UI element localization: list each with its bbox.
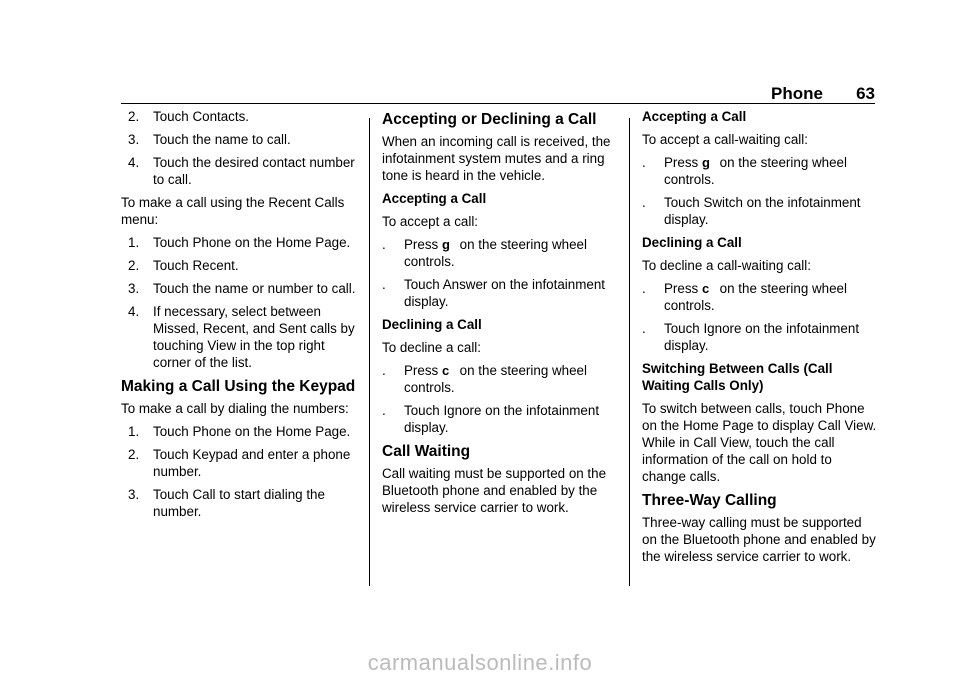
column-3 (642, 108, 878, 571)
step-number: 3. (128, 487, 140, 502)
step-text: Touch Keypad and enter a phone number. (153, 447, 351, 479)
page-number: 63 (856, 84, 875, 103)
step-number: 4. (128, 304, 140, 319)
paragraph: To decline a call-waiting call: (642, 258, 811, 273)
subheading-switching: Switching Between Calls (Call Waiting Calls Only) (642, 361, 833, 393)
list-item (121, 257, 357, 274)
list-item (382, 402, 618, 436)
list-item (121, 108, 357, 125)
paragraph: Call waiting must be supported on the Bluetooth phone and enabled by the wireless service carrier to work. (382, 466, 607, 515)
text: Press (404, 237, 442, 252)
bullet: . (382, 237, 386, 252)
bullet: . (642, 321, 646, 336)
text: on the steering wheel controls. (664, 155, 847, 187)
list-item (121, 131, 357, 148)
step-number: 2. (128, 109, 140, 124)
heading-call-waiting: Call Waiting (382, 443, 471, 460)
text: Touch Ignore on the infotainment display. (664, 321, 860, 353)
push-to-talk-icon: g (701, 155, 710, 170)
step-number: 3. (128, 132, 140, 147)
text: Press (664, 281, 702, 296)
paragraph: To accept a call-waiting call: (642, 132, 808, 147)
heading-accept-decline: Accepting or Declining a Call (382, 111, 597, 128)
list-item (121, 234, 357, 251)
step-text: Touch the name or number to call. (153, 281, 356, 296)
paragraph: To decline a call: (382, 340, 481, 355)
heading-three-way: Three-Way Calling (642, 492, 777, 509)
push-to-talk-icon: g (441, 237, 450, 252)
bullet: . (642, 195, 646, 210)
paragraph: To make a call using the Recent Calls menu: (121, 195, 345, 227)
list-item (382, 236, 618, 270)
watermark: carmanualsonline.info (367, 650, 593, 675)
end-call-icon: c (701, 281, 710, 296)
column-1 (121, 108, 357, 526)
step-number: 3. (128, 281, 140, 296)
paragraph: To accept a call: (382, 214, 479, 229)
bullet: . (642, 281, 646, 296)
text: Touch Answer on the infotainment display. (404, 277, 605, 309)
list-item (642, 280, 878, 314)
paragraph: To switch between calls, touch Phone on the Home Page to display Call View. While in Call View, touch the call information of the call on hold to change calls. (642, 401, 877, 484)
bullet: . (642, 155, 646, 170)
step-number: 1. (128, 235, 140, 250)
step-text: Touch Phone on the Home Page. (153, 424, 351, 439)
paragraph: When an incoming call is received, the infotainment system mutes and a ring tone is heard in the vehicle. (382, 134, 611, 183)
step-number: 2. (128, 447, 140, 462)
paragraph: To make a call by dialing the numbers: (121, 401, 349, 416)
step-text: Touch Call to start dialing the number. (153, 487, 325, 519)
text: on the steering wheel controls. (664, 281, 847, 313)
step-text: Touch Phone on the Home Page. (153, 235, 351, 250)
step-number: 4. (128, 155, 140, 170)
list-item (121, 423, 357, 440)
text: Press (404, 363, 442, 378)
step-text: Touch Recent. (153, 258, 239, 273)
paragraph: Three-way calling must be supported on the Bluetooth phone and enabled by the wireless service carrier to work. (642, 515, 876, 564)
list-item (121, 280, 357, 297)
subheading-accept: Accepting a Call (382, 191, 487, 206)
subheading-decline: Declining a Call (382, 317, 482, 332)
list-item (121, 486, 357, 520)
heading-keypad: Making a Call Using the Keypad (121, 378, 356, 395)
text: on the steering wheel controls. (404, 363, 587, 395)
step-text: Touch Contacts. (153, 109, 250, 124)
list-item (121, 154, 357, 188)
text: Press (664, 155, 702, 170)
text: Touch Switch on the infotainment display. (664, 195, 861, 227)
end-call-icon: c (441, 363, 450, 378)
step-number: 1. (128, 424, 140, 439)
section-title: Phone (771, 84, 823, 103)
header-rule (121, 103, 875, 104)
bullet: . (382, 277, 386, 292)
step-text: Touch the desired contact number to call. (153, 155, 355, 187)
step-number: 2. (128, 258, 140, 273)
subheading-decline: Declining a Call (642, 235, 742, 250)
list-item (382, 276, 618, 310)
text: Touch Ignore on the infotainment display. (404, 403, 600, 435)
step-text: Touch the name to call. (153, 132, 291, 147)
page-header (121, 84, 875, 104)
list-item (121, 446, 357, 480)
subheading-accept: Accepting a Call (642, 109, 747, 124)
bullet: . (382, 363, 386, 378)
step-text: If necessary, select between Missed, Recent, and Sent calls by touching View in the top right corner of the list. (153, 304, 355, 370)
list-item (642, 194, 878, 228)
bullet: . (382, 403, 386, 418)
column-divider-2 (629, 118, 630, 586)
list-item (121, 303, 357, 371)
text: on the steering wheel controls. (404, 237, 587, 269)
column-divider-1 (369, 118, 370, 586)
column-2 (382, 108, 618, 522)
list-item (642, 320, 878, 354)
list-item (642, 154, 878, 188)
list-item (382, 362, 618, 396)
